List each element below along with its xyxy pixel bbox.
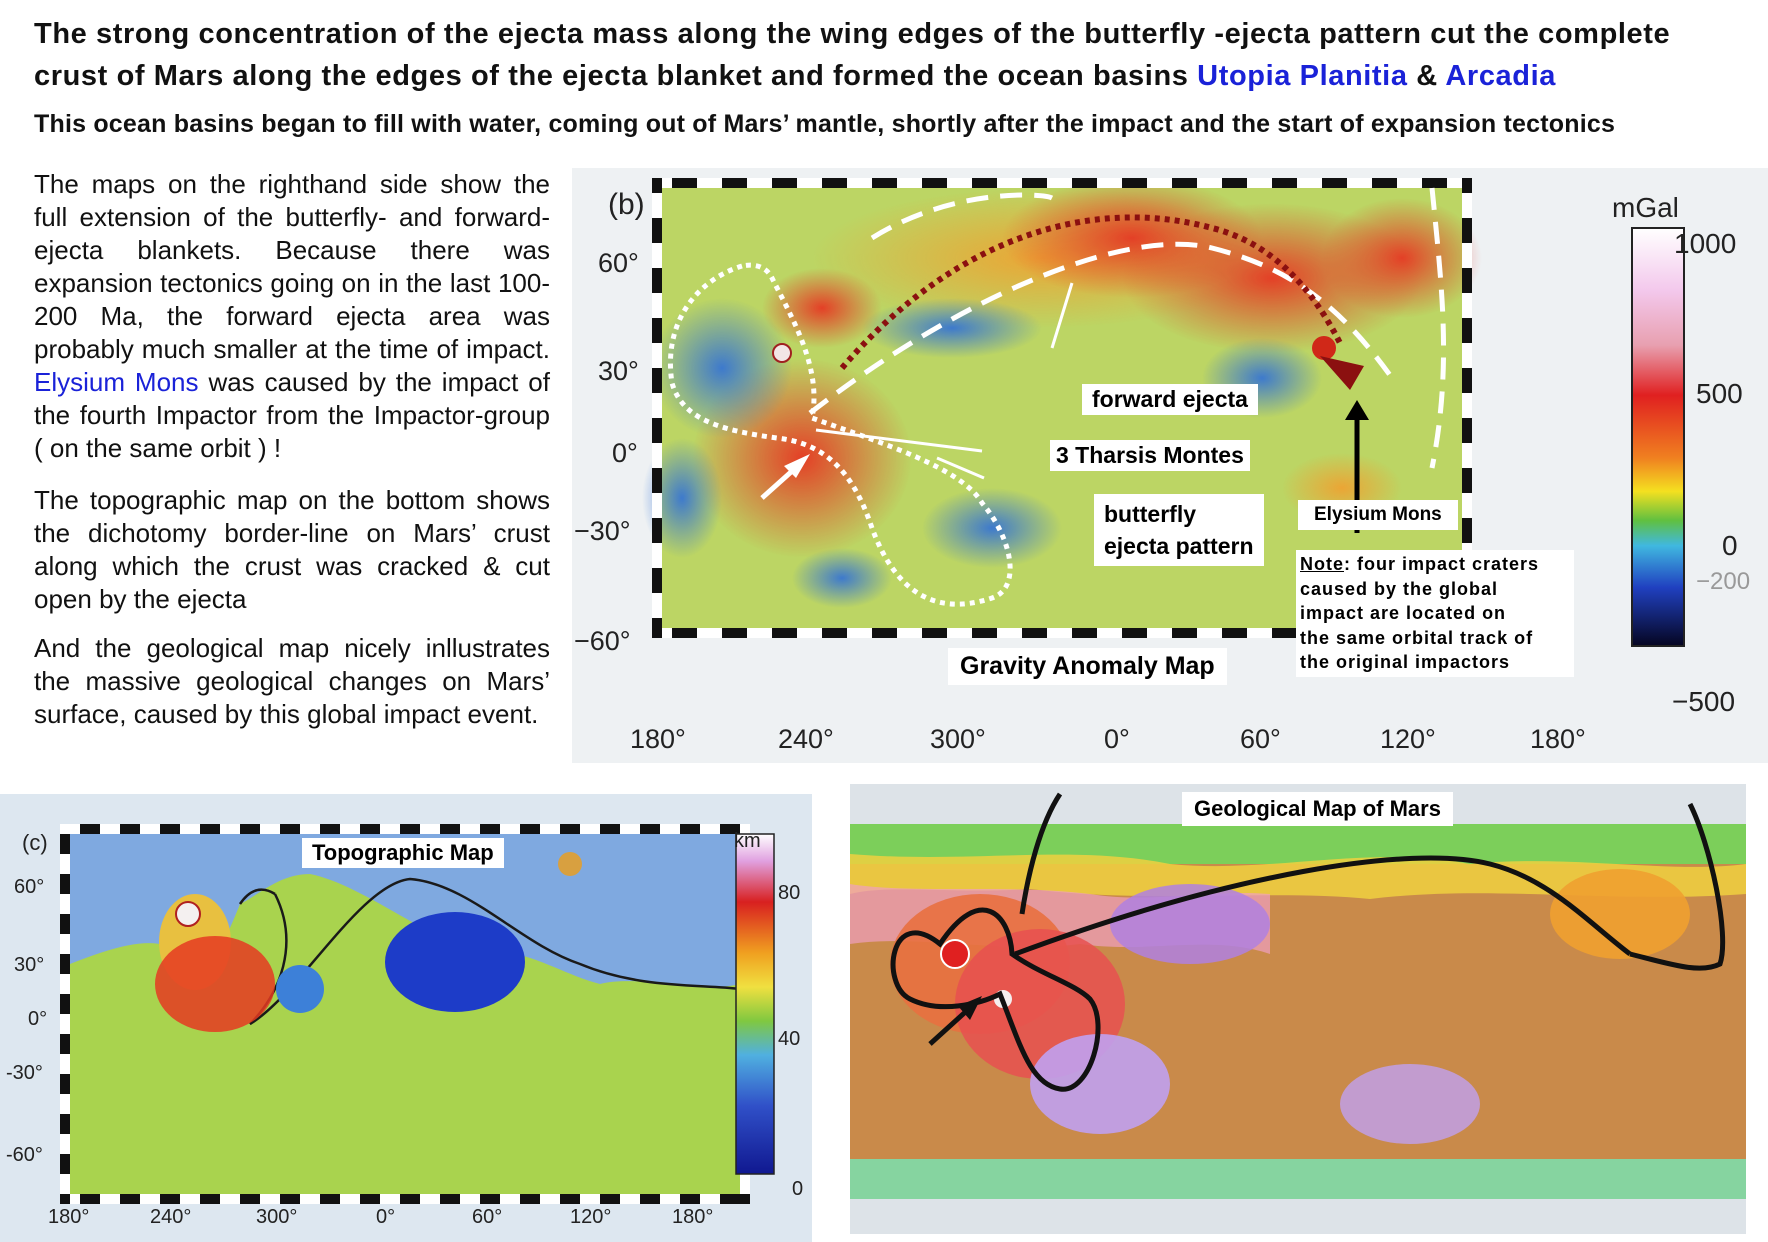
topo-colorbar <box>736 834 774 1174</box>
gravity-colorbar-minus-200: −200 <box>1696 568 1751 595</box>
topo-lat-minus-30: -30° <box>6 1062 43 1084</box>
geo-map-title: Geological Map of Mars <box>1182 792 1453 826</box>
topo-colorbar-unit: km <box>734 830 761 852</box>
p1-text-b: was caused by the impact of the fourth Impactor from the Impactor-group ( on the same orbit ) ! <box>34 367 550 463</box>
gravity-lat-minus-60: −60° <box>574 626 631 656</box>
topo-lon-300: 300° <box>256 1206 298 1228</box>
topo-frame-left <box>60 824 70 1204</box>
forward-ejecta-label: forward ejecta <box>1082 384 1258 415</box>
gravity-lat-0: 0° <box>612 438 638 468</box>
gravity-colorbar-500: 500 <box>1696 378 1743 409</box>
gravity-lon-120: 120° <box>1380 724 1436 754</box>
gravity-lon-180a: 180° <box>630 724 686 754</box>
gravity-colorbar-1000: 1000 <box>1674 228 1737 259</box>
gravity-map-title: Gravity Anomaly Map <box>948 648 1227 685</box>
gravity-lon-60: 60° <box>1240 724 1281 754</box>
topo-lat-30: 30° <box>14 954 45 976</box>
topo-lat-60: 60° <box>14 876 45 898</box>
map-frame-top <box>652 178 1472 188</box>
topo-lon-120: 120° <box>570 1206 612 1228</box>
note-line-3: impact are located on <box>1300 603 1507 623</box>
elysium-mons-marker <box>1312 336 1336 360</box>
note-head: Note <box>1300 554 1344 574</box>
note-line-2: caused by the global <box>1300 578 1499 599</box>
note-line-4: the same orbital track of <box>1300 627 1534 648</box>
gravity-colorbar <box>1632 228 1684 646</box>
elysium-mons-label: Elysium Mons <box>1298 500 1458 530</box>
butterfly-label-line-2: ejecta pattern <box>1104 533 1254 559</box>
butterfly-ejecta-label <box>1094 494 1264 566</box>
gravity-lat-30: 30° <box>598 356 639 386</box>
geological-map <box>850 784 1746 1234</box>
topo-colorbar-0: 0 <box>792 1178 804 1200</box>
header-line-2 <box>34 60 1556 93</box>
panel-label-c: (c) <box>22 830 48 855</box>
gravity-colorbar-minus-500: −500 <box>1672 686 1736 717</box>
paragraph-topographic: The topographic map on the bottom shows the dichotomy border-line on Mars’ crust along which the crust was cracked & cut open by the ejecta <box>34 485 550 614</box>
gravity-lon-300: 300° <box>930 724 986 754</box>
argyre-basin <box>276 965 324 1013</box>
topo-lon-0: 0° <box>376 1206 396 1228</box>
ampersand: & <box>1416 60 1438 92</box>
header-line-1: The strong concentration of the ejecta mass along the wing edges of the butterfly -ejecta pattern cut the complete <box>34 18 1671 50</box>
paragraph-ejecta-extension <box>34 168 550 465</box>
gravity-lat-60: 60° <box>598 248 639 278</box>
topo-lon-60: 60° <box>472 1206 503 1228</box>
topo-lon-180b: 180° <box>672 1206 714 1228</box>
topo-frame-top <box>60 824 750 834</box>
panel-label-b: (b) <box>608 188 645 221</box>
tharsis-montes-label: 3 Tharsis Montes <box>1050 440 1250 471</box>
paragraph-geological: And the geological map nicely inllustrates the massive geological changes on Mars’ surface, caused by this global impact event. <box>34 633 550 729</box>
header-line-3: This ocean basins began to fill with water, coming out of Mars’ mantle, shortly after the impact and the start of expansion tectonics <box>34 110 1616 138</box>
topo-frame-bottom <box>60 1194 750 1204</box>
arcadia-label: Arcadia <box>1445 60 1556 92</box>
p1-elysium-mons: Elysium Mons <box>34 367 199 397</box>
olympus-mons-marker <box>773 344 791 362</box>
note-line-1 <box>1300 552 1570 577</box>
topo-lat-0: 0° <box>28 1008 48 1030</box>
topo-lat-minus-60: -60° <box>6 1144 43 1166</box>
note-line-1-text: : four impact craters <box>1344 554 1540 574</box>
gravity-lon-240: 240° <box>778 724 834 754</box>
utopia-planitia-label: Utopia Planitia <box>1197 60 1408 92</box>
butterfly-label-line-1: butterfly <box>1104 501 1196 527</box>
hellas-basin <box>385 912 525 1012</box>
note-line-5: the original impactors <box>1300 652 1511 672</box>
topo-colorbar-40: 40 <box>778 1028 801 1050</box>
gravity-colorbar-unit: mGal <box>1612 192 1679 223</box>
gravity-colorbar-0: 0 <box>1722 530 1738 561</box>
p1-text-a: The maps on the righthand side show the full extension of the butterfly- and forward- ejecta blankets. Because there was expansion tectonics going on in the last 100-200 Ma, the forward ejecta area was probably much smaller at the time of impact. <box>34 169 550 364</box>
note-box <box>1296 550 1574 677</box>
topo-map-title: Topographic Map <box>302 838 504 868</box>
topo-lon-240: 240° <box>150 1206 192 1228</box>
map-frame-left <box>652 178 662 638</box>
topo-lon-180a: 180° <box>48 1206 90 1228</box>
gravity-lon-0: 0° <box>1104 724 1130 754</box>
gravity-lon-180b: 180° <box>1530 724 1586 754</box>
header-line-2-prefix: crust of Mars along the edges of the ejecta blanket and formed the ocean basins <box>34 60 1189 92</box>
geological-panel <box>850 784 1746 1234</box>
gravity-lat-minus-30: −30° <box>574 516 631 546</box>
topo-colorbar-80: 80 <box>778 882 801 904</box>
